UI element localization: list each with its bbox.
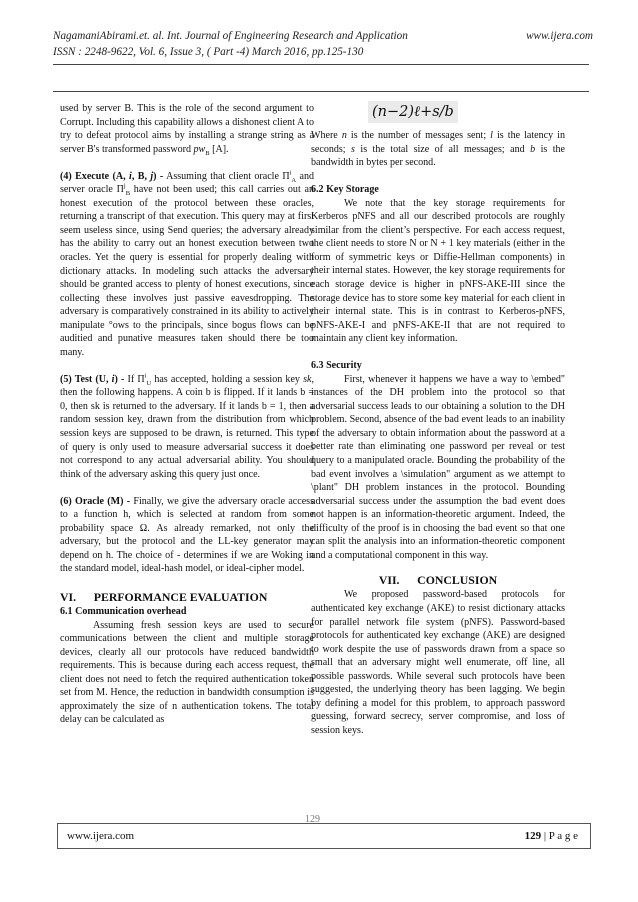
text: ) -	[153, 170, 164, 182]
paragraph	[60, 102, 314, 156]
text: Where	[311, 130, 342, 141]
subscript: U	[146, 379, 152, 387]
text: used by server B. This is the role of the second argument to Corrupt. Including this capability allows a dishonest client A to try to defeat protocol aims by installing a strange string as a server B's transformed password	[60, 103, 314, 155]
text: [A].	[209, 143, 229, 155]
text: If Π	[124, 373, 145, 385]
footer-page-number: 129	[524, 830, 542, 842]
paragraph: Assuming fresh session keys are used to secure communications between the client and multiple storage devices, clearly all our protocols have reduced bandwidth requirements. This is because during each access request, the client does not need to fetch the required authentication token set from M. Hence, the reduction in bandwidth consumption is approximately the size of n authentication tokens. The total delay can be calculated as	[60, 619, 314, 726]
text: ) -	[114, 373, 125, 385]
superscript: j	[123, 182, 126, 190]
subscript: A	[291, 176, 297, 184]
superscript: i	[144, 372, 147, 380]
text: , B,	[131, 170, 151, 182]
text: j	[150, 170, 154, 182]
conclusion-paragraph: We proposed password-based protocols for authenticated key exchange (AKE) to resist dictionary attacks for parallel network file system (pNFS). Password-based protocols for authenticated key exchange (AKE) are designed to work despite the use of passwords drawn from a space so small that an adversary might well enumerate, off line, all possible passwords. While several such protocols have been suggested, the underlying theory has been lagging. We begin by defining a model for this problem, to approach password guessing, forward secrecy, server compromise, and loss of session keys.	[311, 589, 565, 736]
text: i	[111, 373, 115, 385]
text: (6) Oracle (M) -	[60, 495, 131, 507]
text: (5) Test (U,	[60, 373, 112, 385]
page-number-mark: 129	[305, 814, 320, 825]
superscript: i	[289, 169, 292, 177]
subsection-heading-6-2: 6.2 Key Storage	[311, 184, 379, 196]
journal-citation: NagamaniAbirami.et. al. Int. Journal of Engineering Research and Application	[53, 30, 408, 42]
formula-explanation	[311, 129, 565, 170]
text: , then the following happens. A coin b is flipped. If it lands b = 0, then sk is returned to the adversary. If it lands b = 1, then a random session key, drawn from the distribution from which session keys are supposed to be drawn, is returned. This type of query is only used to measure adversarial success it does not correspond to any actual adversarial ability. You should think of the adversary asking this query just once.	[60, 373, 314, 480]
execute-query-paragraph	[60, 170, 314, 360]
section-heading-vii: VII. CONCLUSION	[378, 573, 498, 588]
subsection-heading-6-3: 6.3 Security	[311, 360, 362, 372]
text: | P a g e	[541, 830, 578, 842]
text: is the number of messages sent;	[346, 130, 491, 141]
header-website: www.ijera.com	[526, 30, 593, 42]
left-column	[60, 102, 314, 727]
text: n	[341, 130, 347, 141]
text: is the total size of all messages; and	[354, 143, 531, 155]
issue-info: ISSN : 2248-9622, Vol. 6, Issue 3, ( Part -4) March 2016, pp.125-130	[53, 46, 364, 58]
page-footer	[57, 823, 591, 849]
text: i	[129, 170, 132, 182]
delay-formula: (n−2)ℓ+s/b	[368, 101, 458, 123]
test-query-paragraph	[60, 373, 314, 481]
text: is the bandwidth in bytes per second.	[311, 143, 565, 169]
text: b	[530, 143, 536, 155]
subsection-heading-6-1: 6.1 Communication overhead	[60, 606, 187, 617]
text: is the latency in seconds;	[311, 130, 565, 155]
subscript: B	[205, 149, 210, 157]
text: have not been used; this call carries out an honest execution of the protocol between these oracles, returning a transcript of that execution. This query may at first seem useless since, using Send queries; the adversary already has the ability to carry out an honest execution between two oracles. Yet the query is essential for properly dealing with dictionary attacks. In modeling such attacks the adversary should be granted access to plenty of honest executions, since collecting these involves just passive eavesdropping. The adversary is comparatively constrained in its ability to actively manipulate °ows to the principals, since bogus flows can be auditied and punative measures taken should there be too many.	[60, 184, 314, 358]
paragraph: First, whenever it happens we have a way to \embed" instances of the DH problem into the protocol so that adversarial success leads to our obtaining a solution to the DH problem. Second, absence of the bad event leads to an inability of the adversary to obtain information about the password at a better rate than eliminating one password per reveal or test query to a manipulated oracle. Bounding the probability of the bad event involves a \simulation" argument as we attempt to \plant" DH problem instances in the protocol. Bounding adversarial success under the assumption the bad event does not happen is an information-theoretic argument. Indeed, the difficulty of the proof is in choosing the bad event so that one can split the analysis into an information-theoretic component and a computational component in this way.	[311, 373, 565, 561]
header-rule-2	[53, 91, 589, 92]
right-column	[311, 101, 565, 737]
text: (4) Execute (A,	[60, 170, 130, 182]
paragraph: We note that the key storage requirements for Kerberos pNFS and all our described protocols are roughly similar from the client’s perspective. For each access request, the client needs to store N or N + 1 key materials (either in the form of symmetric keys or Diffie-Hellman components) in their internal states. However, the key storage requirements for each storage device is higher in pNFS-AKE-III since the storage device has to store some key material for each client in their internal state. This is in contrast to Kerberos-pNFS, pNFS-AKE-I and pNFS-AKE-II that are not required to maintain any client key information.	[311, 197, 565, 345]
text: has accepted, holding a session key	[151, 373, 304, 385]
text: l	[490, 130, 493, 141]
text: pw	[193, 143, 206, 155]
text: s	[351, 143, 355, 155]
section-heading-vi: VI. PERFORMANCE EVALUATION	[60, 590, 268, 604]
text: Assuming that client oracle Π	[163, 170, 290, 182]
oracle-query-paragraph	[60, 495, 314, 576]
text: Finally, we give the adversary oracle access to a function h, which is selected at random from some probability space Ω. As already remarked, not only the adversary, but the protocol and the LL-key generator may depend on h. The choice of - determines if we are Woking in the standard model, ideal-hash model, or ideal-cipher model.	[60, 495, 314, 575]
header-rule	[53, 64, 589, 65]
text: sk	[303, 373, 312, 385]
subscript: B	[125, 190, 131, 198]
text: and server oracle Π	[60, 170, 315, 196]
footer-website: www.ijera.com	[67, 830, 135, 842]
page-header	[53, 28, 593, 60]
footer-page-label	[525, 830, 578, 842]
